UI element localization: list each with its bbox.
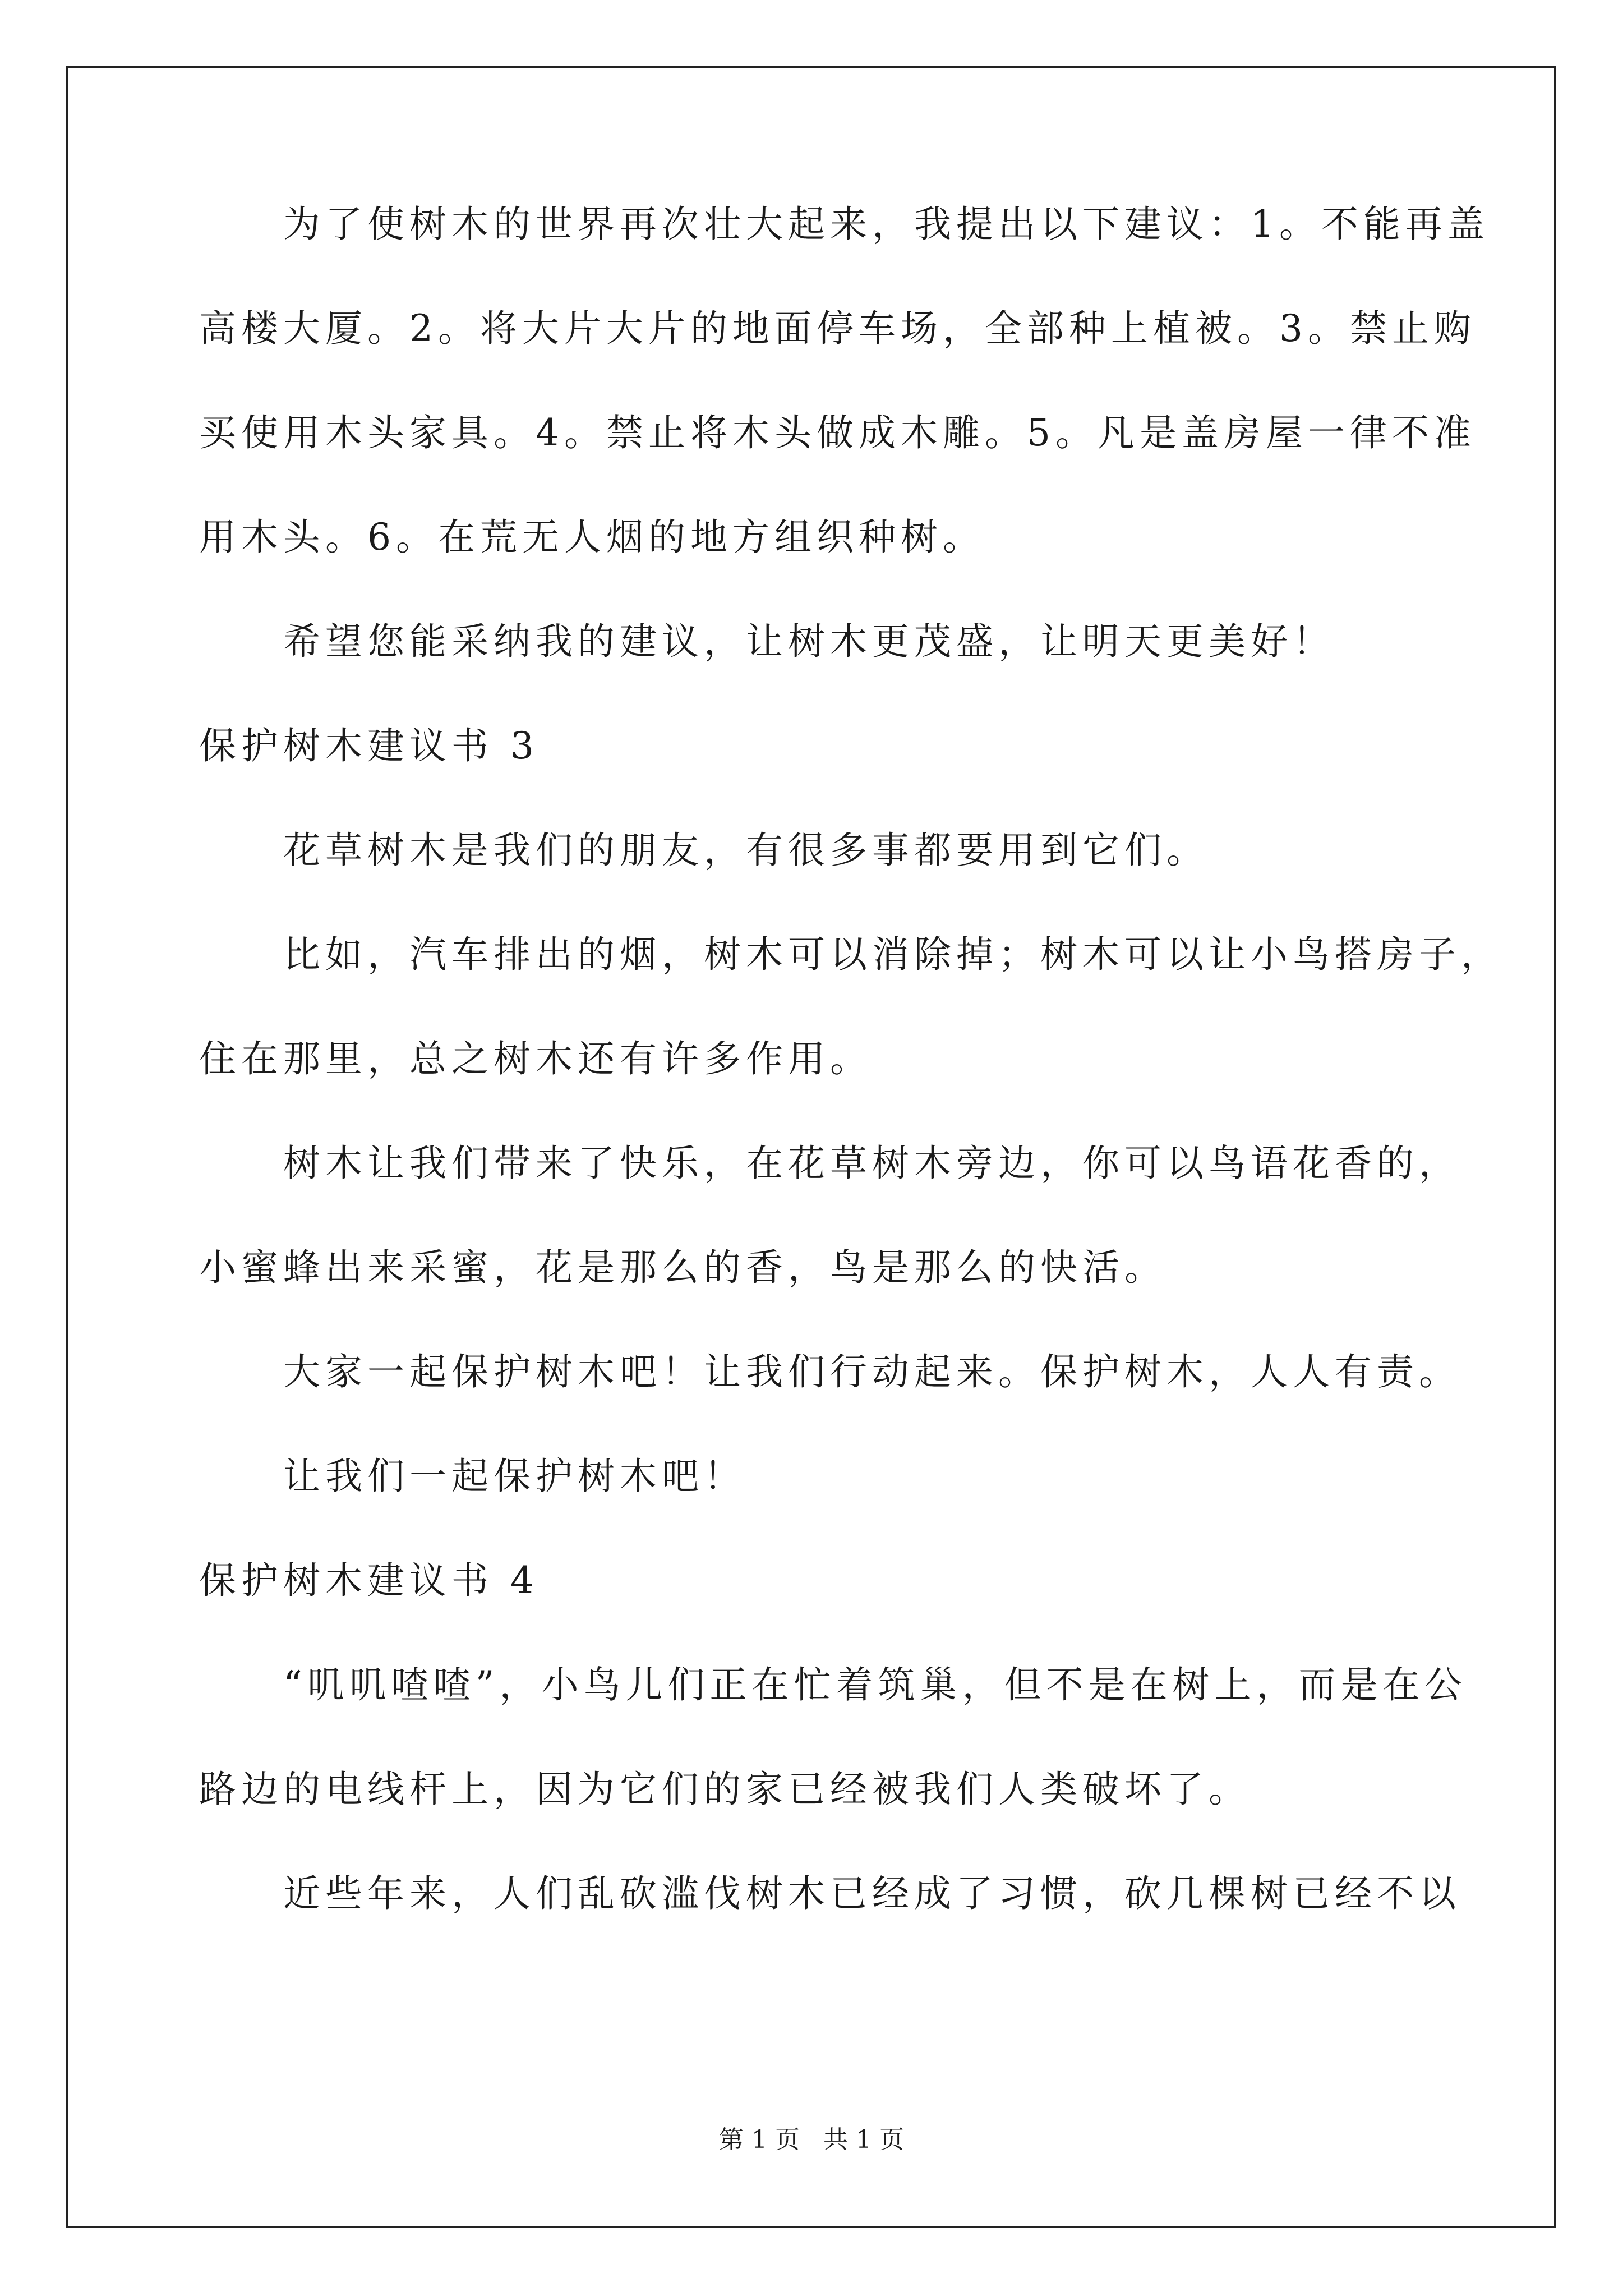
page-footer: 第 1 页 共 1 页 bbox=[719, 2125, 904, 2154]
text-line: 大家一起保护树木吧！让我们行动起来。保护树木，人人有责。 bbox=[283, 1350, 1461, 1393]
text-line: 花草树木是我们的朋友，有很多事都要用到它们。 bbox=[283, 829, 1209, 872]
text-line: 买使用木头家具。4。禁止将木头做成木雕。5。凡是盖房屋一律不准 bbox=[199, 411, 1476, 454]
section-heading: 保护树木建议书 4 bbox=[199, 1559, 539, 1602]
text-line: 近些年来，人们乱砍滥伐树木已经成了习惯，砍几棵树已经不以 bbox=[283, 1872, 1461, 1915]
text-line: 小蜜蜂出来采蜜，花是那么的香，鸟是那么的快活。 bbox=[199, 1246, 1166, 1289]
text-line: 用木头。6。在荒无人烟的地方组织种树。 bbox=[199, 516, 985, 559]
text-line: 路边的电线杆上，因为它们的家已经被我们人类破坏了。 bbox=[199, 1768, 1251, 1811]
text-line: 树木让我们带来了快乐，在花草树木旁边，你可以鸟语花香的， bbox=[283, 1142, 1461, 1185]
text-line: 希望您能采纳我的建议，让树木更茂盛，让明天更美好！ bbox=[283, 620, 1335, 663]
text-line: 高楼大厦。2。将大片大片的地面停车场，全部种上植被。3。禁止购 bbox=[199, 307, 1476, 350]
text-line: 让我们一起保护树木吧！ bbox=[283, 1455, 746, 1498]
section-heading: 保护树木建议书 3 bbox=[199, 724, 539, 767]
text-line: 住在那里，总之树木还有许多作用。 bbox=[199, 1037, 872, 1080]
text-line: “叽叽喳喳”，小鸟儿们正在忙着筑巢，但不是在树上，而是在公 bbox=[283, 1663, 1467, 1706]
text-line: 比如，汽车排出的烟，树木可以消除掉；树木可以让小鸟搭房子， bbox=[283, 933, 1503, 976]
text-line: 为了使树木的世界再次壮大起来，我提出以下建议：1。不能再盖 bbox=[283, 203, 1490, 246]
document-body bbox=[199, 202, 1503, 1976]
